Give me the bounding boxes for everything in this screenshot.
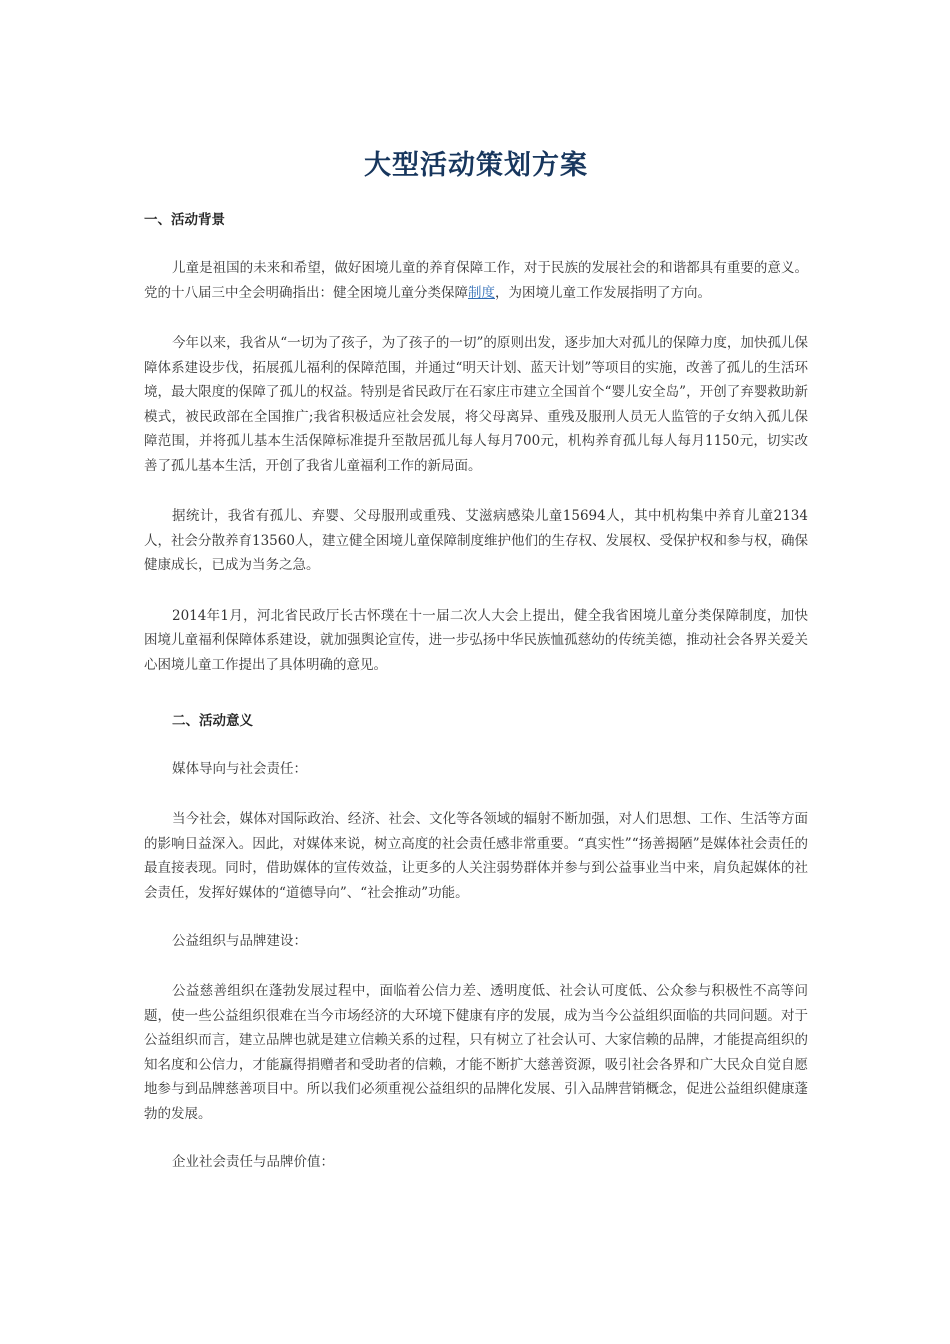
subsection-title: 企业社会责任与品牌价值： xyxy=(172,1154,334,1170)
paragraph: 公益慈善组织在蓬勃发展过程中，面临着公信力差、透明度低、社会认可度低、公众参与积极性不高等问题，使一些公益组织很难在当今市场经济的大环境下健康有序的发展，成为当今公益组织面临的共同问题。对于公益组织而言，建立品牌也就是建立信赖关系的过程，只有树立了社会认可、大家信赖的品牌，才能提高组织的知名度和公信力，才能赢得捐赠者和受助者的信赖，才能不断扩大慈善资源，吸引社会各界和广大民众自觉自愿地参与到品牌慈善项目中。所以我们必须重视公益组织的品牌化发展、引入品牌营销概念，促进公益组织健康蓬勃的发展。 xyxy=(144,983,808,1122)
subsection-title: 公益组织与品牌建设： xyxy=(172,933,307,949)
system-link[interactable]: 制度 xyxy=(468,284,495,301)
document-page xyxy=(144,0,808,1174)
paragraph xyxy=(144,256,808,305)
paragraph-text: ，为困境儿童工作发展指明了方向。 xyxy=(495,284,711,301)
paragraph: 今年以来，我省从“一切为了孩子，为了孩子的一切”的原则出发，逐步加大对孤儿的保障力度，加快孤儿保障体系建设步伐，拓展孤儿福利的保障范围，并通过“明天计划、蓝天计划”等项目的实施，改善了孤儿的生活环境，最大限度的保障了孤儿的权益。特别是省民政厅在石家庄市建立全国首个“婴儿安全岛”，开创了弃婴救助新模式，被民政部在全国推广;我省积极适应社会发展，将父母离异、重残及服刑人员无人监管的子女纳入孤儿保障范围，并将孤儿基本生活保障标准提升至散居孤儿每人每月700元，机构养育孤儿每人每月1150元，切实改善了孤儿基本生活，开创了我省儿童福利工作的新局面。 xyxy=(144,335,808,474)
paragraph: 2014年1月，河北省民政厅长古怀璞在十一届二次人大会上提出，健全我省困境儿童分类保障制度，加快困境儿童福利保障体系建设，就加强舆论宣传，进一步弘扬中华民族恤孤慈幼的传统美德，推动社会各界关爱关心困境儿童工作提出了具体明确的意见。 xyxy=(144,607,808,673)
paragraph: 当今社会，媒体对国际政治、经济、社会、文化等各领域的辐射不断加强，对人们思想、工作、生活等方面的影响日益深入。因此，对媒体来说，树立高度的社会责任感非常重要。“真实性”“扬善揭陋”是媒体社会责任的最直接表现。同时，借助媒体的宣传效益，让更多的人关注弱势群体并参与到公益事业当中来，肩负起媒体的社会责任，发挥好媒体的“道德导向”、“社会推动”功能。 xyxy=(144,811,808,901)
subsection-title: 媒体导向与社会责任： xyxy=(172,761,307,777)
section-heading-significance: 二、活动意义 xyxy=(172,713,253,729)
paragraph-text: 儿童是祖国的未来和希望，做好困境儿童的养育保障工作，对于民族的发展社会的和谐都具有重要的意义。党的十八届三中全会明确指出：健全困境儿童分类保障 xyxy=(144,260,808,301)
section-heading-background: 一、活动背景 xyxy=(144,212,225,228)
page-title: 大型活动策划方案 xyxy=(364,150,588,181)
paragraph: 据统计，我省有孤儿、弃婴、父母服刑或重残、艾滋病感染儿童15694人，其中机构集中养育儿童2134人，社会分散养育13560人，建立健全困境儿童保障制度维护他们的生存权、发展权、受保护权和参与权，确保健康成长，已成为当务之急。 xyxy=(144,508,808,573)
